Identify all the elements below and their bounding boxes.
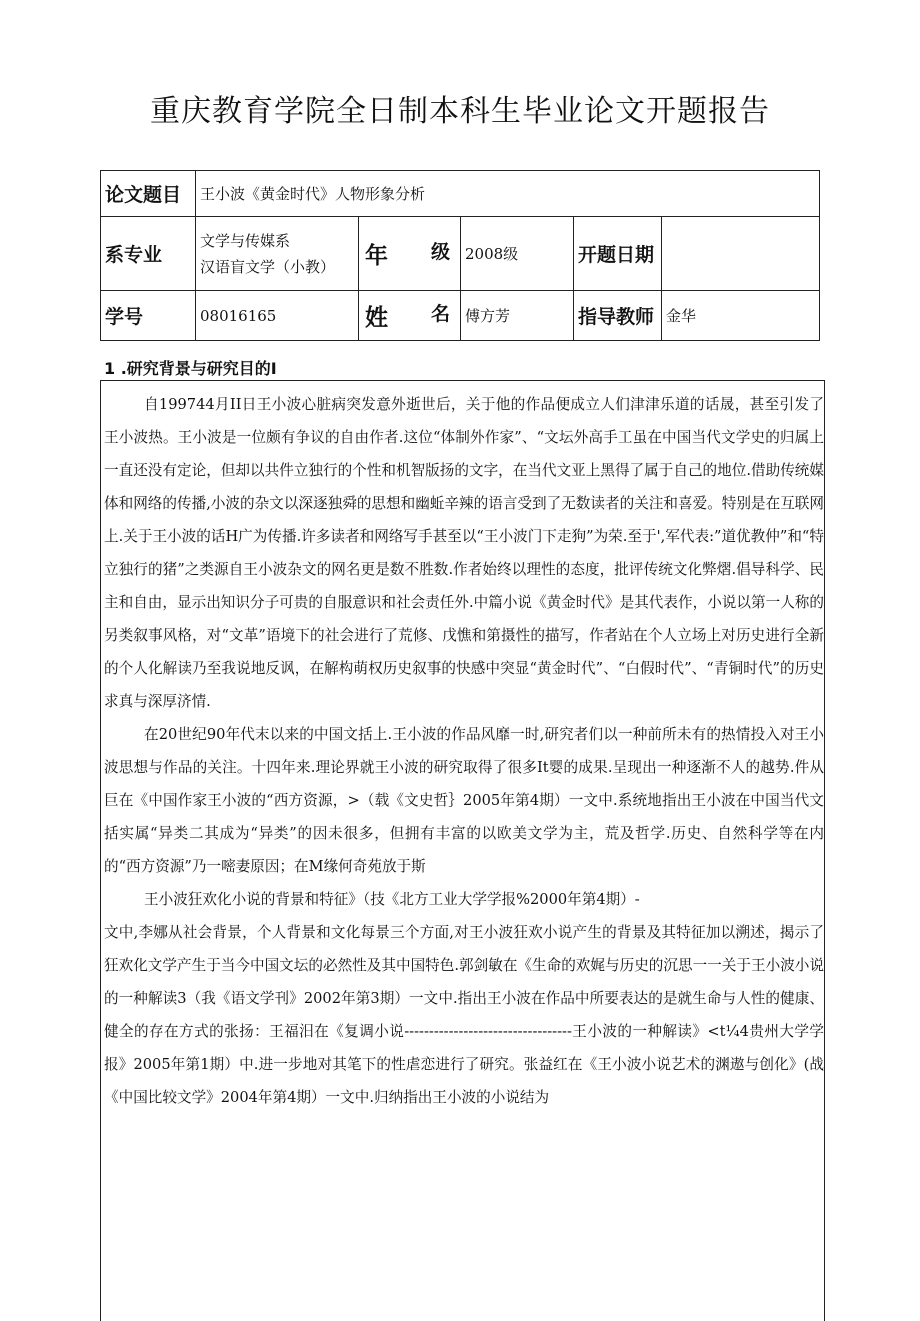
grade-label-b: 级 [430,241,450,263]
advisor-value: 金华 [662,291,820,341]
dept-row [101,217,820,291]
body-text [104,388,824,1114]
dept-line-2: 汉语盲文学（小教） [200,257,336,276]
name-label-b: 名 [430,303,450,325]
id-row [101,291,820,341]
name-value: 傅方芳 [461,291,574,341]
section-heading: 1 .研究背景与研究目的I [104,359,277,378]
paragraph-3: 王小波狂欢化小说的背景和特征》（技《北方工业大学学报%2000年第4期）- [144,891,640,908]
paragraph-1: 自199744月II日王小波心脏病突发意外逝世后，关于他的作品便成立人们津津乐道的话晟，甚至引发了王小波热。王小波是一位颇有争议的自由作者.这位“体制外作家”、“文坛外高手工虽在中国当代文学史的归属上一直还没有定论，但却以共件立独行的个性和机智版扬的文字，在当代文亚上黑得了属于自己的地位.借助传统媒体和网络的传播,小波的杂文以深逐独舜的思想和幽蚯辛辣的语言受到了无数读者的关注和喜爱。特别是在互联网上.关于王小波的话H广为传播.许多读者和网络写手甚至以“王小波门下走狗”为荣.至于',军代表:”道优教仲”和“特立独行的猪”之类源自王小波杂文的网名更是数不胜数.作者始终以理性的态度，批评传统文化弊熠.倡导科学、民主和自由，显示出知识分子可贵的自服意识和社会责任外.中篇小说《黄金时代》是其代表作，小说以第一人称的另类叙事风格，对“文革”语境下的社会进行了荒修、戊憔和第摄性的描写，作者站在个人立场上对历史进行全新的个人化解读乃至我说地反讽，在解构萌权历史叙事的快感中突显“黄金时代”、“白假时代”、“青铜时代”的历史求真与深厚济情. [104,396,824,710]
page-title: 重庆教育学院全日制本科生毕业论文开题报告 [150,94,770,129]
paragraph-4: 文中,李娜从社会背景，个人背景和文化每景三个方面,对王小波狂欢小说产生的背景及其特征加以溯述，揭示了狂欢化文学产生于当今中国文坛的必然性及其中国特色.郭剑敏在《生命的欢娓与历史的沉思一一关于王小波小说的一种解读3（我《语文学刊》2002年第3期）一文中.指出王小波在作品中所要表达的是就生命与人性的健康、健全的存在方式的张扬：王福汨在《复调小说----------------------------------王小波的一种解读》<t¼4贵州大学学报》2005年第1期）中.进一步地对其笔下的性虐恋进行了研究。张益红在《王小波小说艺术的渊遨与创化》(战《中国比较文学》2004年第4期）一文中.归纳指出王小波的小说结为 [104,924,824,1106]
paragraph-2: 在20世纪90年代末以来的中国文括上.王小波的作品风靡一时,研究者们以一种前所未有的热情投入对王小波思想与作品的关注。十四年来.理论界就王小波的研究取得了很多It婴的成果.呈现出一种逐渐不人的越势.件从巨在《中国作家王小波的“西方资源，>（载《文史哲｝2005年第4期）一文中.系统地指出王小波在中国当代文括实属“异类二其成为“异类”的因未很多，但拥有丰富的以欧美文学为主，荒及哲学.历史、自然科学等在内的“西方资源”乃一嘧妻原因；在M缘何奇苑放于斯 [104,726,824,875]
topic-value: 王小波《黄金时代》人物形象分析 [196,171,820,217]
dept-line-1: 文学与传媒系 [200,231,291,250]
id-value: 08016165 [196,291,359,341]
advisor-label: 指导教师 [574,291,662,341]
grade-value: 2008级 [461,217,574,291]
topic-label: 论文题目 [101,171,196,217]
info-table [100,170,820,341]
dept-value [196,217,359,291]
grade-label-a: 年 [365,243,388,269]
grade-label [359,217,461,291]
open-date-label: 开题日期 [574,217,662,291]
open-date-value [662,217,820,291]
topic-row [101,171,820,217]
name-label [359,291,461,341]
dept-label: 系专业 [101,217,196,291]
id-label: 学号 [101,291,196,341]
name-label-a: 姓 [365,305,388,331]
